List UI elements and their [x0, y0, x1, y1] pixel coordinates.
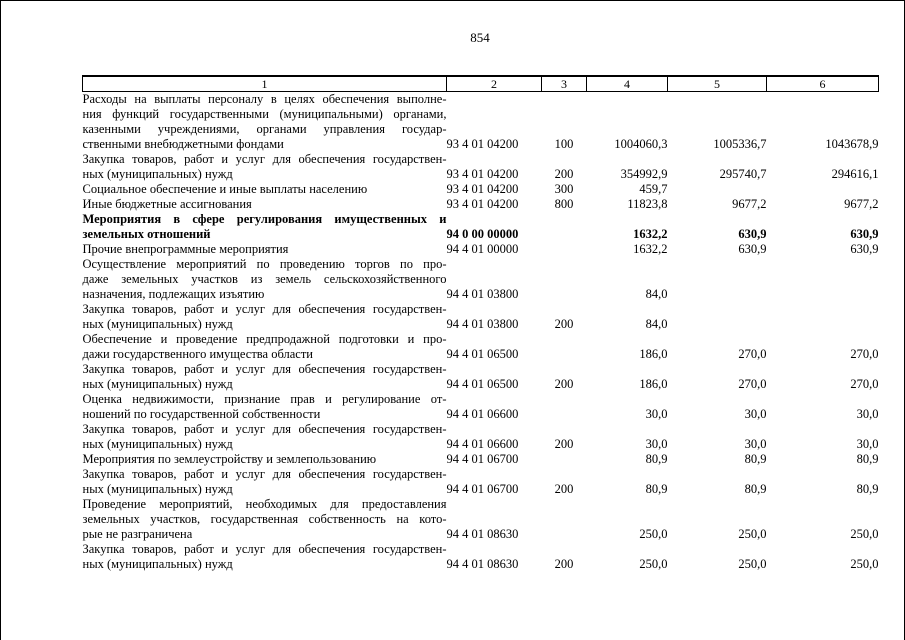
row-code-cell: 94 4 01 06500	[446, 377, 519, 391]
row-title-cell	[83, 452, 447, 467]
row-title-line: Мероприятия по землеустройству и землепользованию	[82, 452, 377, 466]
row-code-cell: 94 4 01 03800	[446, 287, 519, 301]
row-title-line: Мероприятия в сфере регулирования имущественных и	[82, 212, 447, 226]
row-amount-2-cell: 9677,2	[732, 197, 767, 211]
row-amount-1-cell: 1632,2	[633, 242, 668, 256]
row-code-cell: 94 4 01 06700	[446, 482, 519, 496]
row-expense-type-cell	[542, 392, 587, 422]
row-title-line: Закупка товаров, работ и услуг для обеспечения государствен-	[82, 467, 447, 481]
row-title-line: ных (муниципальных) нужд	[82, 437, 233, 451]
row-amount-1-cell: 250,0	[639, 557, 668, 571]
column-header: 3	[542, 76, 587, 92]
row-title-cell	[83, 182, 447, 197]
row-title-cell	[83, 197, 447, 212]
row-code-cell: 94 4 01 08630	[446, 527, 519, 541]
row-title-line: Расходы на выплаты персоналу в целях обеспечения выполне-	[82, 92, 447, 106]
row-expense-type-cell: 200	[554, 482, 574, 496]
row-code-cell: 94 0 00 00000	[446, 227, 519, 241]
row-code-cell: 94 4 01 08630	[446, 557, 519, 571]
column-header: 6	[767, 76, 879, 92]
row-amount-3-cell: 630,9	[850, 242, 879, 256]
budget-table	[82, 75, 879, 572]
row-title-cell	[83, 362, 447, 392]
table-row	[83, 197, 879, 212]
row-title-cell	[83, 152, 447, 182]
row-amount-2-cell: 270,0	[738, 347, 767, 361]
row-code-cell: 94 4 01 00000	[446, 242, 519, 256]
row-title-line: Закупка товаров, работ и услуг для обеспечения государствен-	[82, 302, 447, 316]
row-title-line: рые не разграничена	[82, 527, 193, 541]
row-expense-type-cell: 800	[554, 197, 574, 211]
row-amount-1-cell: 354992,9	[620, 167, 668, 181]
row-amount-1-cell: 1004060,3	[614, 137, 668, 151]
row-amount-1-cell: 84,0	[645, 317, 668, 331]
row-title-line: ношений по государственной собственности	[82, 407, 321, 421]
row-title-line: ных (муниципальных) нужд	[82, 557, 233, 571]
row-title-line: Иные бюджетные ассигнования	[82, 197, 252, 211]
row-expense-type-cell: 200	[554, 557, 574, 571]
row-amount-2-cell: 250,0	[738, 557, 767, 571]
row-code-cell: 93 4 01 04200	[446, 197, 519, 211]
row-title-line: Прочие внепрограммные мероприятия	[82, 242, 289, 256]
row-amount-1-cell: 80,9	[645, 452, 668, 466]
row-amount-2-cell: 30,0	[744, 437, 767, 451]
row-amount-3-cell: 270,0	[850, 347, 879, 361]
table-row	[83, 257, 879, 302]
table-row	[83, 242, 879, 257]
row-title-line: Обеспечение и проведение предпродажной подготовки и про-	[82, 332, 447, 346]
row-amount-2-cell	[668, 302, 767, 332]
row-amount-1-cell: 459,7	[639, 182, 668, 196]
row-amount-3-cell: 294616,1	[831, 167, 879, 181]
row-amount-3-cell: 250,0	[850, 557, 879, 571]
table-header-row	[83, 76, 879, 92]
row-amount-3-cell: 270,0	[850, 377, 879, 391]
row-title-line: Проведение мероприятий, необходимых для предоставления	[82, 497, 447, 511]
row-title-line: Социальное обеспечение и иные выплаты населению	[82, 182, 368, 196]
row-title-line: Закупка товаров, работ и услуг для обеспечения государствен-	[82, 422, 447, 436]
row-title-cell	[83, 467, 447, 497]
row-expense-type-cell: 300	[554, 182, 574, 196]
table-row	[83, 497, 879, 542]
row-amount-3-cell: 80,9	[856, 452, 879, 466]
table-row	[83, 422, 879, 452]
row-amount-3-cell	[767, 302, 879, 332]
row-amount-1-cell: 30,0	[645, 407, 668, 421]
table-row	[83, 92, 879, 153]
row-expense-type-cell: 200	[554, 167, 574, 181]
table-row	[83, 182, 879, 197]
row-expense-type-cell	[542, 497, 587, 542]
column-header: 4	[587, 76, 668, 92]
row-amount-1-cell: 250,0	[639, 527, 668, 541]
row-title-line: земельных отношений	[82, 227, 211, 241]
row-title-line: казенными учреждениями, органами управления государ-	[82, 122, 447, 136]
row-amount-1-cell: 186,0	[639, 347, 668, 361]
row-code-cell: 93 4 01 04200	[446, 137, 519, 151]
row-expense-type-cell	[542, 332, 587, 362]
row-amount-2-cell: 630,9	[738, 227, 767, 241]
row-amount-2-cell: 295740,7	[719, 167, 767, 181]
table-row	[83, 467, 879, 497]
row-title-line: ных (муниципальных) нужд	[82, 317, 233, 331]
row-title-cell	[83, 332, 447, 362]
row-amount-3-cell: 630,9	[850, 227, 879, 241]
row-title-cell	[83, 392, 447, 422]
row-amount-1-cell: 186,0	[639, 377, 668, 391]
row-code-cell: 94 4 01 06600	[446, 437, 519, 451]
table-row	[83, 392, 879, 422]
row-title-cell	[83, 257, 447, 302]
table-row	[83, 302, 879, 332]
row-amount-1-cell: 11823,8	[627, 197, 668, 211]
row-amount-2-cell: 30,0	[744, 407, 767, 421]
row-expense-type-cell	[542, 257, 587, 302]
row-amount-2-cell: 270,0	[738, 377, 767, 391]
row-title-cell	[83, 497, 447, 542]
row-title-line: земельных участков, государственная собственность на кото-	[82, 512, 447, 526]
row-amount-3-cell: 80,9	[856, 482, 879, 496]
row-title-line: дажи государственного имущества области	[82, 347, 313, 361]
row-code-cell: 93 4 01 04200	[446, 167, 519, 181]
row-amount-1-cell: 30,0	[645, 437, 668, 451]
row-title-line: Закупка товаров, работ и услуг для обеспечения государствен-	[82, 152, 447, 166]
row-amount-3-cell: 1043678,9	[825, 137, 879, 151]
row-title-line: Оценка недвижимости, признание прав и регулирование от-	[82, 392, 447, 406]
row-expense-type-cell	[542, 212, 587, 242]
row-amount-2-cell: 80,9	[744, 482, 767, 496]
row-expense-type-cell	[542, 242, 587, 257]
row-title-line: назначения, подлежащих изъятию	[82, 287, 265, 301]
row-amount-1-cell: 1632,2	[633, 227, 668, 241]
table-row	[83, 452, 879, 467]
row-code-cell: 94 4 01 06700	[446, 452, 519, 466]
row-amount-2-cell	[668, 182, 767, 197]
row-title-line: Закупка товаров, работ и услуг для обеспечения государствен-	[82, 362, 447, 376]
row-code-cell: 94 4 01 03800	[446, 317, 519, 331]
row-amount-2-cell: 80,9	[744, 452, 767, 466]
row-amount-3-cell: 9677,2	[844, 197, 879, 211]
row-code-cell: 93 4 01 04200	[446, 182, 519, 196]
column-header: 5	[668, 76, 767, 92]
row-title-cell	[83, 422, 447, 452]
row-amount-2-cell: 1005336,7	[713, 137, 767, 151]
row-title-line: Закупка товаров, работ и услуг для обеспечения государствен-	[82, 542, 447, 556]
row-expense-type-cell	[542, 452, 587, 467]
row-amount-2-cell: 250,0	[738, 527, 767, 541]
row-amount-1-cell: 84,0	[645, 287, 668, 301]
row-amount-3-cell: 30,0	[856, 407, 879, 421]
table-row	[83, 362, 879, 392]
row-title-line: даже земельных участков из земель сельскохозяйственного	[82, 272, 447, 286]
row-amount-3-cell	[767, 182, 879, 197]
row-amount-3-cell	[767, 257, 879, 302]
row-title-cell	[83, 212, 447, 242]
table-row	[83, 542, 879, 572]
table-row	[83, 152, 879, 182]
row-amount-3-cell: 250,0	[850, 527, 879, 541]
row-title-line: ния функций государственными (муниципальными) органами,	[82, 107, 447, 121]
row-title-cell	[83, 302, 447, 332]
row-title-line: ных (муниципальных) нужд	[82, 482, 233, 496]
row-amount-1-cell: 80,9	[645, 482, 668, 496]
row-amount-2-cell: 630,9	[738, 242, 767, 256]
row-expense-type-cell: 200	[554, 317, 574, 331]
column-header: 2	[447, 76, 542, 92]
row-title-line: ственными внебюджетными фондами	[82, 137, 284, 151]
row-expense-type-cell: 200	[554, 437, 574, 451]
row-title-cell	[83, 92, 447, 153]
row-amount-2-cell	[668, 257, 767, 302]
row-title-line: ных (муниципальных) нужд	[82, 167, 233, 181]
row-code-cell: 94 4 01 06500	[446, 347, 519, 361]
row-amount-3-cell: 30,0	[856, 437, 879, 451]
row-expense-type-cell: 200	[554, 377, 574, 391]
row-title-line: ных (муниципальных) нужд	[82, 377, 233, 391]
row-title-cell	[83, 242, 447, 257]
row-code-cell: 94 4 01 06600	[446, 407, 519, 421]
column-header: 1	[83, 76, 447, 92]
page-number: 854	[470, 30, 490, 45]
row-expense-type-cell: 100	[554, 137, 574, 151]
row-title-cell	[83, 542, 447, 572]
table-row	[83, 212, 879, 242]
row-title-line: Осуществление мероприятий по проведению торгов по про-	[82, 257, 447, 271]
table-row	[83, 332, 879, 362]
